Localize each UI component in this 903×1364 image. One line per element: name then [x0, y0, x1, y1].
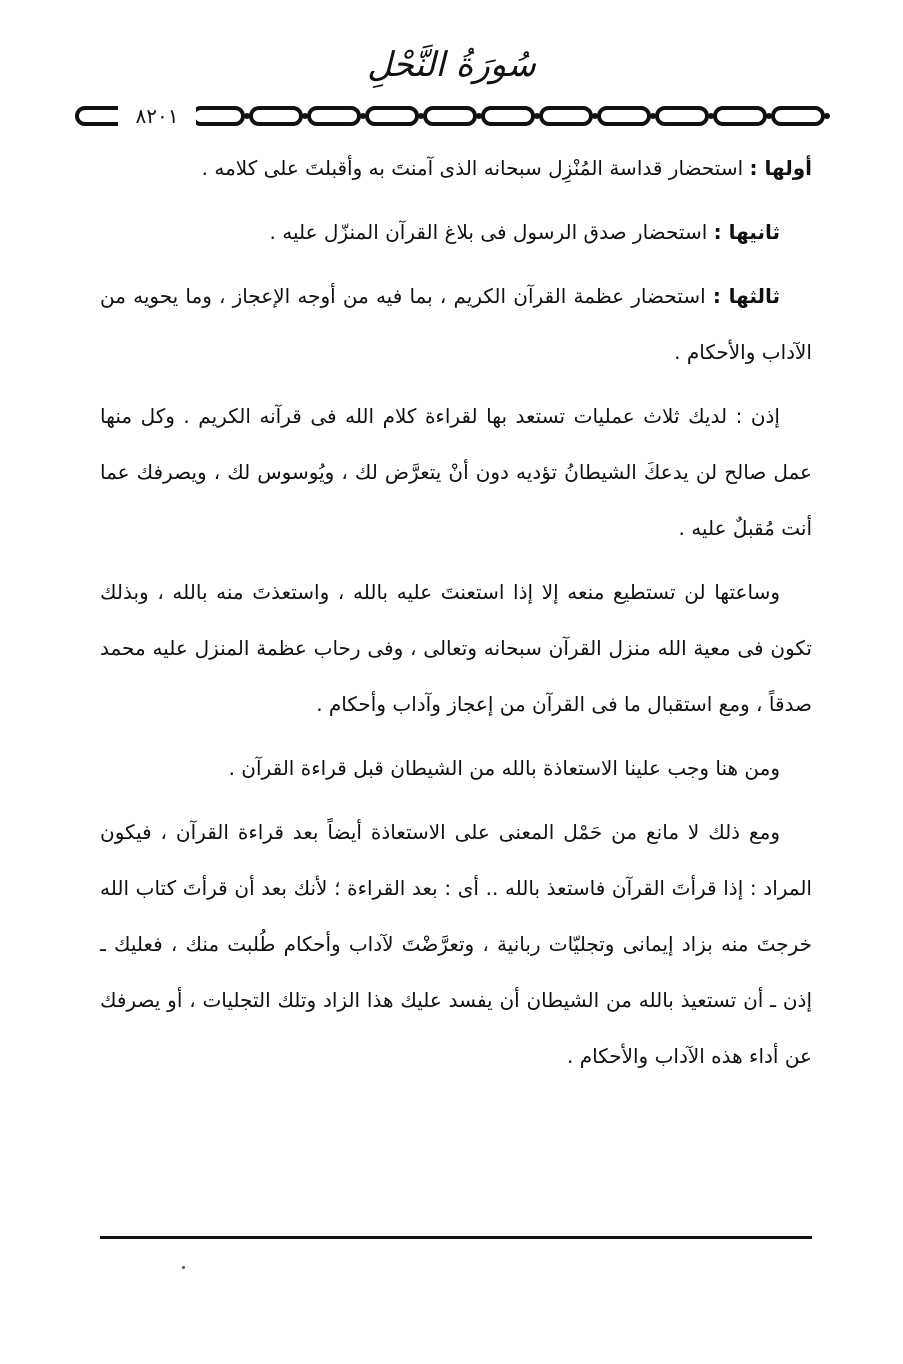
paragraph-text: وساعتها لن تستطيع منعه إلا إذا استعنتَ عليه بالله ، واستعذتَ منه بالله ، وبذلك تكون فى معية الله منزل القرآن سبحانه وتعالى ، وفى رحاب عظمة المنزل عليه محمد صدقاً ، ومع استقبال ما فى القرآن من إعجاز وآداب وأحكام .	[100, 580, 812, 716]
surah-title: سُورَةُ النَّحْلِ	[367, 45, 536, 85]
paragraph-seeking-refuge	[100, 564, 812, 732]
chain-link	[715, 108, 765, 124]
chain-dot	[824, 113, 830, 119]
paragraph-lead: ثانيها :	[713, 220, 780, 244]
chain-dot	[360, 113, 366, 119]
paragraph-text: إذن : لديك ثلاث عمليات تستعد بها لقراءة كلام الله فى قرآنه الكريم . وكل منها عمل صالح لن يدعكَ الشيطانُ تؤديه دون أنْ يتعرَّض لك ، ويُوسوس لك ، ويصرفك عما أنت مُقبلٌ عليه .	[100, 404, 812, 540]
chain-link	[599, 108, 649, 124]
paragraph-first	[100, 140, 812, 196]
paragraph-lead: أولها :	[749, 156, 812, 180]
chain-dot	[418, 113, 424, 119]
chain-dot	[650, 113, 656, 119]
paragraph-lead: ثالثها :	[712, 284, 781, 308]
page-number: ٨٢٠١	[118, 100, 196, 132]
paragraph-text: ومن هنا وجب علينا الاستعاذة بالله من الشيطان قبل قراءة القرآن .	[228, 756, 780, 780]
paragraph-second	[100, 204, 812, 260]
chain-link	[425, 108, 475, 124]
chain-dot	[476, 113, 482, 119]
chain-dot	[244, 113, 250, 119]
chain-link	[367, 108, 417, 124]
chain-dot	[708, 113, 714, 119]
chain-link	[773, 108, 823, 124]
chain-link	[251, 108, 301, 124]
paragraph-before-reading	[100, 740, 812, 796]
paragraph-text: استحضار صدق الرسول فى بلاغ القرآن المنزّل عليه .	[269, 220, 708, 244]
page-body	[100, 140, 812, 1092]
paragraph-text: ومع ذلك لا مانع من حَمْل المعنى على الاستعاذة أيضاً بعد قراءة القرآن ، فيكون المراد : إذا قرأتَ القرآن فاستعذ بالله .. أى : بعد القراءة ؛ لأنك بعد أن قرأتَ كتاب الله خرجتَ منه بزاد إيمانى وتجليّات ربانية ، وتعرَّضْتَ لآداب وأحكام طُلبت منك ، فعليك ـ إذن ـ أن تستعيذ بالله من الشيطان أن يفسد عليك هذا الزاد وتلك التجليات ، أو يصرفك عن أداء هذه الآداب والأحكام .	[100, 820, 812, 1068]
paragraph-text: استحضار قداسة المُنْزِل سبحانه الذى آمنتَ به وأقبلتَ على كلامه .	[201, 156, 744, 180]
paragraph-text: استحضار عظمة القرآن الكريم ، بما فيه من أوجه الإعجاز ، وما يحويه من الآداب والأحكام .	[100, 284, 812, 364]
chain-dot	[534, 113, 540, 119]
chain-dot	[302, 113, 308, 119]
chain-dot	[766, 113, 772, 119]
chain-dot	[592, 113, 598, 119]
footer-rule	[100, 1236, 812, 1239]
chain-link	[309, 108, 359, 124]
chain-link	[193, 108, 243, 124]
paragraph-after-reading	[100, 804, 812, 1084]
chain-link	[541, 108, 591, 124]
paragraph-three-acts	[100, 388, 812, 556]
paragraph-third	[100, 268, 812, 380]
chain-link	[483, 108, 533, 124]
scan-speck	[182, 1266, 185, 1269]
chain-link	[657, 108, 707, 124]
